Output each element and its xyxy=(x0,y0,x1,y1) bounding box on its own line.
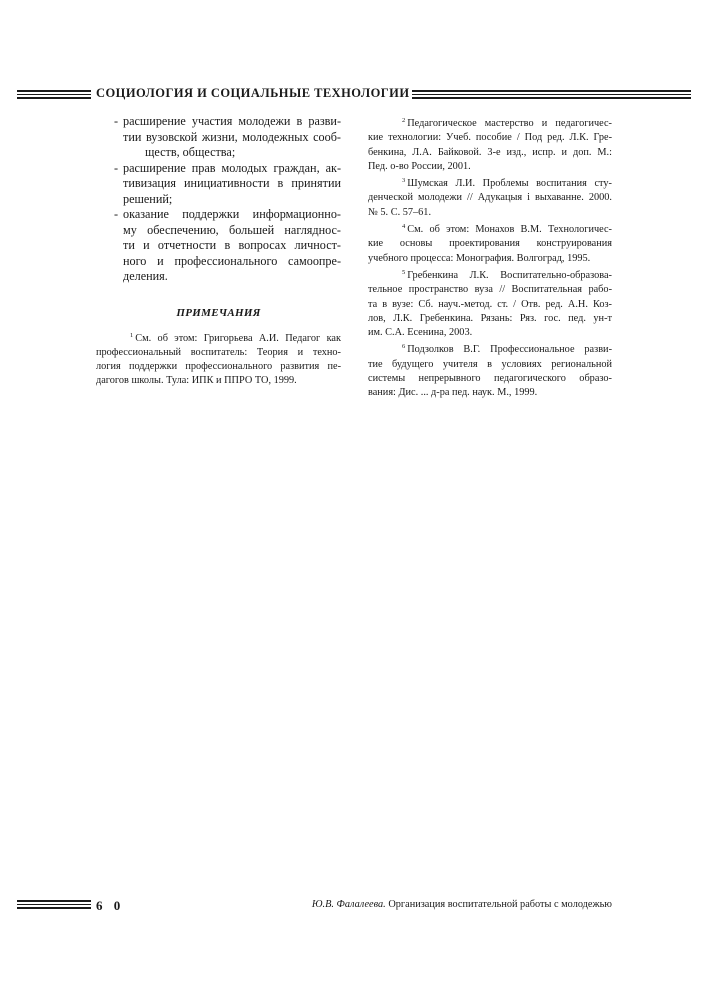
footnote-line: бенкина, Л.А. Байковой. 3-е изд., испр. и доп. М.: xyxy=(368,146,612,158)
footnote-number: 6 xyxy=(402,343,406,351)
page-number: 6 0 xyxy=(96,898,125,913)
footnote-line: кие основы проектирования конструирования xyxy=(368,238,612,250)
bullet-item xyxy=(96,207,341,285)
footnote-line: вания: Дис. ... д-ра пед. наук. М., 1999. xyxy=(368,387,538,399)
footnote-line: $^6$ Подзолков В.Г. Профессиональное разви- xyxy=(402,343,612,356)
bullet-line: ществ, общества; xyxy=(145,145,236,159)
right-column xyxy=(368,114,612,401)
footnote-line: дагогов школы. Тула: ИПК и ППРО ТО, 1999. xyxy=(96,375,297,387)
left-column xyxy=(96,114,341,389)
bullet-dash: - xyxy=(114,160,119,175)
running-header-title: СОЦИОЛОГИЯ И СОЦИАЛЬНЫЕ ТЕХНОЛОГИИ xyxy=(96,86,410,100)
footnote xyxy=(368,114,612,174)
footnote xyxy=(368,340,612,400)
footnote-line: $^4$ См. об этом: Монахов В.М. Технологичес- xyxy=(402,223,612,236)
bullet-line: тивизация инициативности в принятии xyxy=(123,176,341,190)
footnote-number: 5 xyxy=(402,268,406,276)
footer-rule xyxy=(17,900,91,910)
footnote xyxy=(368,174,612,220)
footnote-line: им. С.А. Есенина, 2003. xyxy=(368,327,473,339)
footnote xyxy=(368,220,612,266)
footer-book-title: Организация воспитательной работы с молодежью xyxy=(388,899,612,910)
bullet-line: расширение прав молодых граждан, ак- xyxy=(123,160,341,175)
bullet-line: му обеспечению, большей нагляднос- xyxy=(123,222,341,237)
footnote-line: тельное пространство вуза // Воспитательная рабо- xyxy=(368,284,612,296)
footnote-number: 4 xyxy=(402,223,406,231)
bullet-line: тии вузовской жизни, молодежных сооб- xyxy=(123,129,341,144)
notes-heading: ПРИМЕЧАНИЯ xyxy=(176,306,261,319)
footnote-number: 2 xyxy=(402,117,406,124)
header-rule-left xyxy=(17,90,91,100)
footnote-line: тие будущего учителя в условиях региональной xyxy=(368,358,612,370)
bullet-item xyxy=(96,114,341,161)
bullet-dash: - xyxy=(114,114,119,128)
footnote-line: № 5. С. 57–61. xyxy=(368,206,432,218)
running-footer xyxy=(312,899,612,910)
footnote-line: учебного процесса: Монография. Волгоград, 1995. xyxy=(368,252,591,264)
bullet-item xyxy=(96,161,341,208)
footnote-line: $^3$ Шумская Л.И. Проблемы воспитания сту- xyxy=(402,177,612,190)
footnote xyxy=(368,266,612,340)
footnote-line: логия поддержки профессионального развития пе- xyxy=(96,361,341,373)
footnote-line: лов, Л.К. Гребенкина. Рязань: Ряз. гос. пед. ун-т xyxy=(368,312,612,324)
footnote xyxy=(96,329,341,389)
header-rule-right xyxy=(412,90,691,100)
bullet-line: ного и профессионального самоопре- xyxy=(123,253,341,268)
bullet-line: расширение участия молодежи в разви- xyxy=(123,114,341,128)
bullet-line: ти и отчетности в вопросах личност- xyxy=(123,238,341,252)
footnote-line: профессиональный воспитатель: Теория и техно- xyxy=(96,346,341,358)
footnote-number: 3 xyxy=(402,177,406,185)
bullet-line: оказание поддержки информационно- xyxy=(123,207,341,221)
footer-author: Ю.В. Фалалеева. xyxy=(311,899,386,910)
footnote-number: 1 xyxy=(130,331,134,339)
footnote-line: денческой молодежи // Адукацыя i выхаванне. 2000. xyxy=(368,192,612,204)
bullet-line: деления. xyxy=(123,269,168,283)
bullet-dash: - xyxy=(114,207,119,221)
footnote-line: системы непрерывного педагогического образо- xyxy=(368,373,612,385)
footnote-line: $^5$ Гребенкина Л.К. Воспитательно-образова- xyxy=(402,268,612,281)
footnote-line: Пед. о-во России, 2001. xyxy=(368,160,471,172)
footnote-line: та в вузе: Сб. науч.-метод. ст. / Отв. ред. А.Н. Коз- xyxy=(368,298,612,310)
footnote-line: кие технологии: Учеб. пособие / Под ред. Л.К. Гре- xyxy=(368,132,612,144)
footnote-line: $^2$ Педагогическое мастерство и педагогичес- xyxy=(402,117,612,129)
bullet-line: решений; xyxy=(123,191,173,206)
footnote-line: $^1$ См. об этом: Григорьева А.И. Педагог как xyxy=(130,331,341,344)
